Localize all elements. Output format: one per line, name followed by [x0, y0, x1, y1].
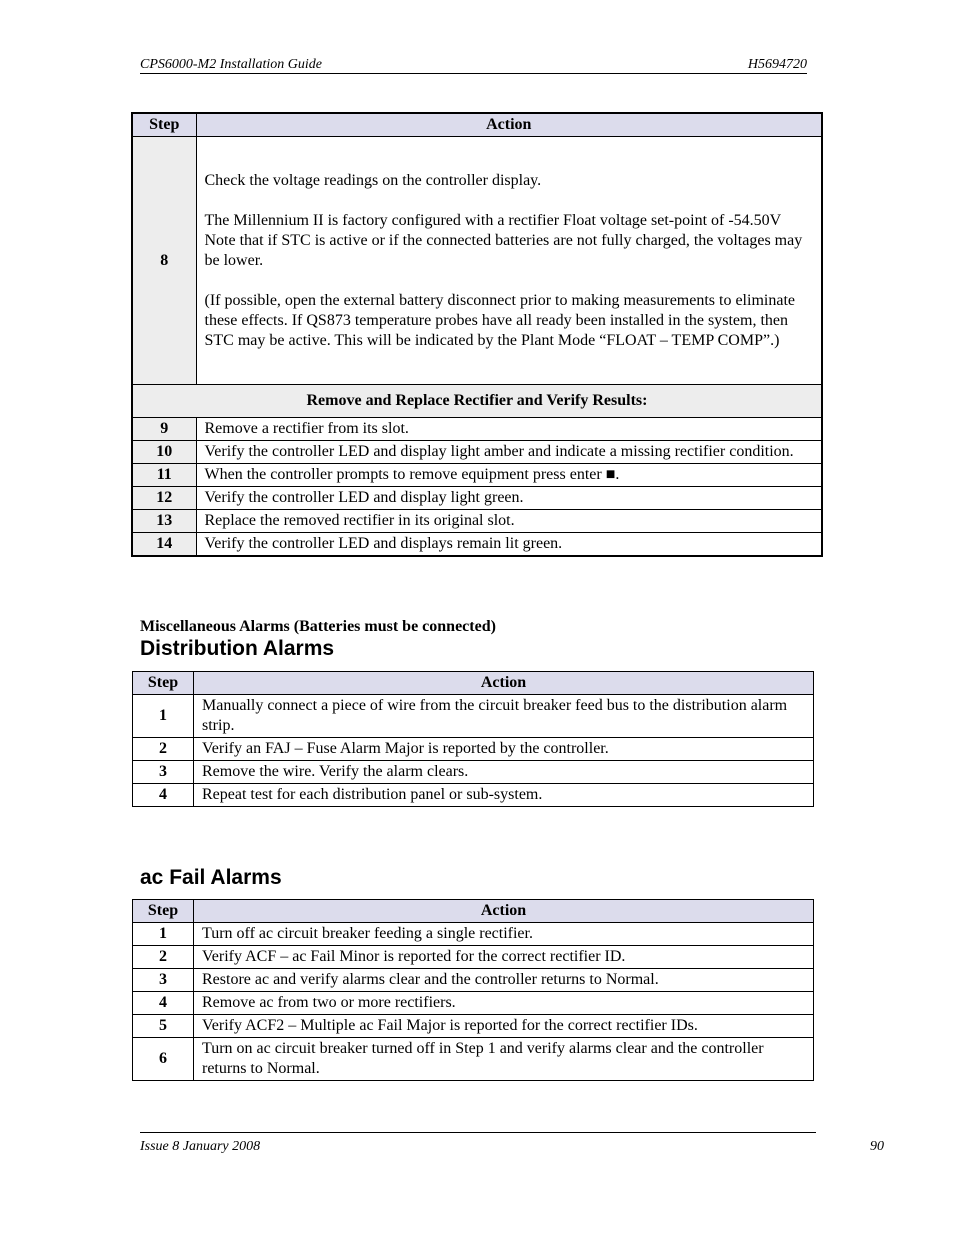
action-column-header: Action	[196, 113, 822, 137]
step-action: Manually connect a piece of wire from the circuit breaker feed bus to the distribution alarm strip.	[194, 695, 814, 738]
step-number: 11	[132, 464, 196, 487]
step-action: Verify the controller LED and display light amber and indicate a missing rectifier condition.	[196, 441, 822, 464]
table-row	[133, 969, 814, 992]
step-action: Verify the controller LED and displays remain lit green.	[196, 533, 822, 557]
action-column-header: Action	[194, 672, 814, 695]
step-action: When the controller prompts to remove equipment press enter ■.	[196, 464, 822, 487]
step-action: Remove a rectifier from its slot.	[196, 418, 822, 441]
table-row	[133, 761, 814, 784]
table-row	[133, 784, 814, 807]
step-number: 4	[133, 992, 194, 1015]
step-8-paragraph: The Millennium II is factory configured with a rectifier Float voltage set-point of -54.50V	[204, 211, 782, 229]
table-row	[132, 418, 822, 441]
step-8-paragraph: (If possible, open the external battery disconnect prior to making measurements to eliminate these effects. If QS873 temperature probes have all ready been installed in the system, then STC may be active. This will be indicated by the Plant Mode “FLOAT – TEMP COMP”.)	[204, 291, 795, 349]
table-row	[132, 533, 822, 557]
step-action: Verify ACF2 – Multiple ac Fail Major is reported for the correct rectifier IDs.	[194, 1015, 814, 1038]
table-row	[133, 946, 814, 969]
step-column-header: Step	[132, 113, 196, 137]
step-action: Replace the removed rectifier in its original slot.	[196, 510, 822, 533]
table-row	[132, 441, 822, 464]
header-doc-number: H5694720	[747, 57, 807, 72]
step-number: 3	[133, 969, 194, 992]
step-number: 13	[132, 510, 196, 533]
step-action: Verify an FAJ – Fuse Alarm Major is reported by the controller.	[194, 738, 814, 761]
step-action: Verify the controller LED and display light green.	[196, 487, 822, 510]
step-number: 4	[133, 784, 194, 807]
rectifier-steps-table	[131, 112, 823, 557]
ac-fail-alarms-heading: ac Fail Alarms	[140, 866, 282, 889]
step-column-header: Step	[133, 672, 194, 695]
step-number: 2	[133, 738, 194, 761]
table-row	[132, 487, 822, 510]
table-row	[132, 464, 822, 487]
step-action: Turn on ac circuit breaker turned off in Step 1 and verify alarms clear and the controller returns to Normal.	[194, 1038, 814, 1081]
step-column-header: Step	[133, 900, 194, 923]
step-action: Verify ACF – ac Fail Minor is reported for the correct rectifier ID.	[194, 946, 814, 969]
page-number: 90	[870, 1139, 884, 1154]
step-number: 1	[133, 695, 194, 738]
step-action: Remove the wire. Verify the alarm clears.	[194, 761, 814, 784]
step-action: Remove ac from two or more rectifiers.	[194, 992, 814, 1015]
table-row	[133, 1038, 814, 1081]
page-footer	[140, 1132, 884, 1154]
misc-alarms-subheading: Miscellaneous Alarms (Batteries must be connected)	[140, 618, 496, 635]
step-number: 12	[132, 487, 196, 510]
section-title: Remove and Replace Rectifier and Verify Results:	[132, 385, 822, 418]
step-number: 6	[133, 1038, 194, 1081]
ac-fail-alarms-table	[132, 899, 814, 1081]
table-row	[132, 137, 822, 385]
step-8-paragraph: Check the voltage readings on the controller display.	[204, 171, 542, 189]
distribution-alarms-table	[132, 671, 814, 807]
step-action: Turn off ac circuit breaker feeding a single rectifier.	[194, 923, 814, 946]
header-doc-title: CPS6000-M2 Installation Guide	[140, 57, 322, 72]
step-number: 3	[133, 761, 194, 784]
table-row	[133, 695, 814, 738]
action-column-header: Action	[194, 900, 814, 923]
footer-issue-date: Issue 8 January 2008	[140, 1139, 261, 1154]
table-row	[132, 510, 822, 533]
step-action: Repeat test for each distribution panel or sub-system.	[194, 784, 814, 807]
table-row	[133, 923, 814, 946]
section-row	[132, 385, 822, 418]
table-header-row	[133, 672, 814, 695]
step-number: 14	[132, 533, 196, 557]
step-action: Restore ac and verify alarms clear and the controller returns to Normal.	[194, 969, 814, 992]
table-header-row	[132, 113, 822, 137]
step-number: 1	[133, 923, 194, 946]
step-number: 10	[132, 441, 196, 464]
step-8-paragraph: Note that if STC is active or if the connected batteries are not fully charged, the voltages may be lower.	[204, 231, 803, 269]
table-header-row	[133, 900, 814, 923]
table-row	[133, 1015, 814, 1038]
table-row	[133, 992, 814, 1015]
page-header	[140, 56, 807, 74]
step-number: 8	[132, 137, 196, 385]
step-number: 9	[132, 418, 196, 441]
distribution-alarms-heading: Distribution Alarms	[140, 637, 335, 660]
step-number: 2	[133, 946, 194, 969]
step-action	[196, 137, 822, 385]
table-row	[133, 738, 814, 761]
step-number: 5	[133, 1015, 194, 1038]
